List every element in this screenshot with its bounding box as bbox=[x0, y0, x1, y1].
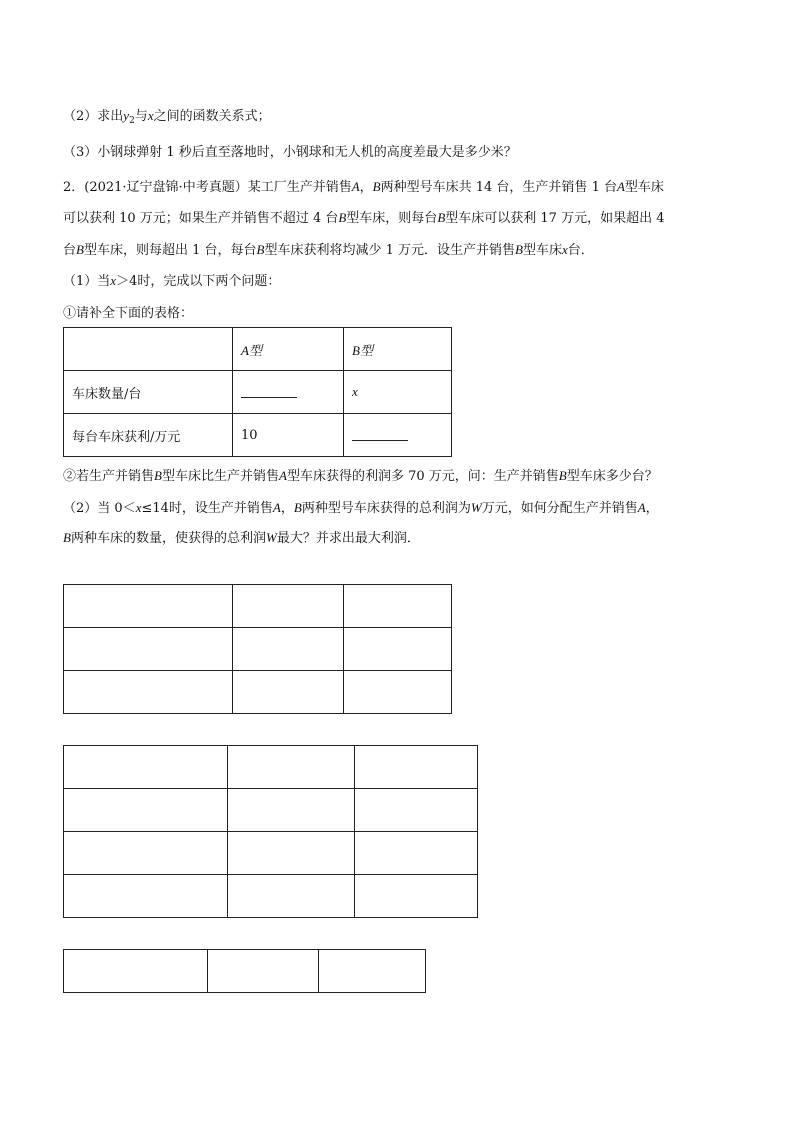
table-cell bbox=[355, 875, 478, 918]
table-cell bbox=[64, 628, 233, 671]
table-cell bbox=[64, 671, 233, 714]
table-cell bbox=[355, 746, 478, 789]
table-row bbox=[64, 832, 478, 875]
problem-2-line-2: 可以获利 10 万元；如果生产并销售不超过 4 台B型车床，则每台B型车床可以获利 17 万元，如果超出 4 bbox=[63, 210, 665, 226]
table-cell bbox=[64, 832, 228, 875]
row-label-quantity: 车床数量/台 bbox=[64, 371, 233, 414]
table-cell bbox=[233, 628, 344, 671]
table-row bbox=[64, 671, 452, 714]
table-header-b: B型 bbox=[344, 328, 452, 371]
table-cell bbox=[228, 746, 355, 789]
table-cell bbox=[233, 585, 344, 628]
blank-cell bbox=[344, 414, 452, 457]
table-cell bbox=[344, 628, 452, 671]
fill-blank bbox=[241, 387, 297, 398]
table-cell bbox=[344, 585, 452, 628]
table-header-a: A型 bbox=[233, 328, 344, 371]
table-cell bbox=[64, 875, 228, 918]
table-row bbox=[64, 789, 478, 832]
table-row bbox=[64, 875, 478, 918]
blank-cell bbox=[233, 371, 344, 414]
table-cell: x bbox=[344, 371, 452, 414]
sub-question-1-2: ②若生产并销售B型车床比生产并销售A型车床获得的利润多 70 万元，问：生产并销售B型车床多少台？ bbox=[63, 468, 658, 484]
table-cell bbox=[64, 328, 233, 371]
table-row bbox=[64, 950, 426, 993]
sub-question-2-line-1: （2）当 0＜x≤14时，设生产并销售A，B两种型号车床获得的总利润为W万元，如何分配生产并销售A， bbox=[63, 500, 659, 516]
sub-question-2-line-2: B两种车床的数量，使获得的总利润W最大？并求出最大利润． bbox=[63, 530, 420, 546]
table-cell bbox=[208, 950, 319, 993]
table-cell bbox=[64, 746, 228, 789]
table-cell bbox=[64, 950, 208, 993]
table-cell bbox=[319, 950, 426, 993]
table-cell bbox=[228, 875, 355, 918]
table-cell bbox=[64, 585, 233, 628]
table-row bbox=[64, 414, 452, 457]
table-row bbox=[64, 746, 478, 789]
subscript: 2 bbox=[129, 116, 135, 126]
var-x: x bbox=[147, 108, 154, 123]
table-cell bbox=[355, 832, 478, 875]
fill-table-instruction: ①请补全下面的表格： bbox=[63, 306, 194, 321]
table-row bbox=[64, 328, 452, 371]
table-cell bbox=[233, 671, 344, 714]
profit-table bbox=[63, 327, 452, 457]
row-label-profit: 每台车床获利/万元 bbox=[64, 414, 233, 457]
table-cell bbox=[64, 789, 228, 832]
question-2-line: （2）求出$y_2$与x之间的函数关系式； bbox=[63, 108, 271, 126]
blank-table-1 bbox=[63, 584, 452, 714]
table-row bbox=[64, 628, 452, 671]
table-cell bbox=[344, 671, 452, 714]
table-cell bbox=[355, 789, 478, 832]
blank-table-2 bbox=[63, 745, 478, 918]
var-y: y bbox=[123, 108, 130, 123]
fill-blank bbox=[352, 430, 408, 441]
table-cell bbox=[228, 832, 355, 875]
table-cell bbox=[228, 789, 355, 832]
table-cell: 10 bbox=[233, 414, 344, 457]
sub-question-1: （1）当x＞4时，完成以下两个问题： bbox=[63, 273, 281, 289]
table-row bbox=[64, 585, 452, 628]
question-3-line: （3）小钢球弹射 1 秒后直至落地时，小钢球和无人机的高度差最大是多少米？ bbox=[63, 145, 517, 160]
blank-table-3 bbox=[63, 949, 426, 993]
table-row bbox=[64, 371, 452, 414]
problem-2-line-3: 台B型车床，则每超出 1 台，每台B型车床获利将均减少 1 万元．设生产并销售B型车床x台． bbox=[63, 242, 594, 258]
problem-2-line-1: 2．(2021·辽宁盘锦·中考真题）某工厂生产并销售A，B两种型号车床共 14 台，生产并销售 1 台A型车床 bbox=[63, 179, 664, 195]
